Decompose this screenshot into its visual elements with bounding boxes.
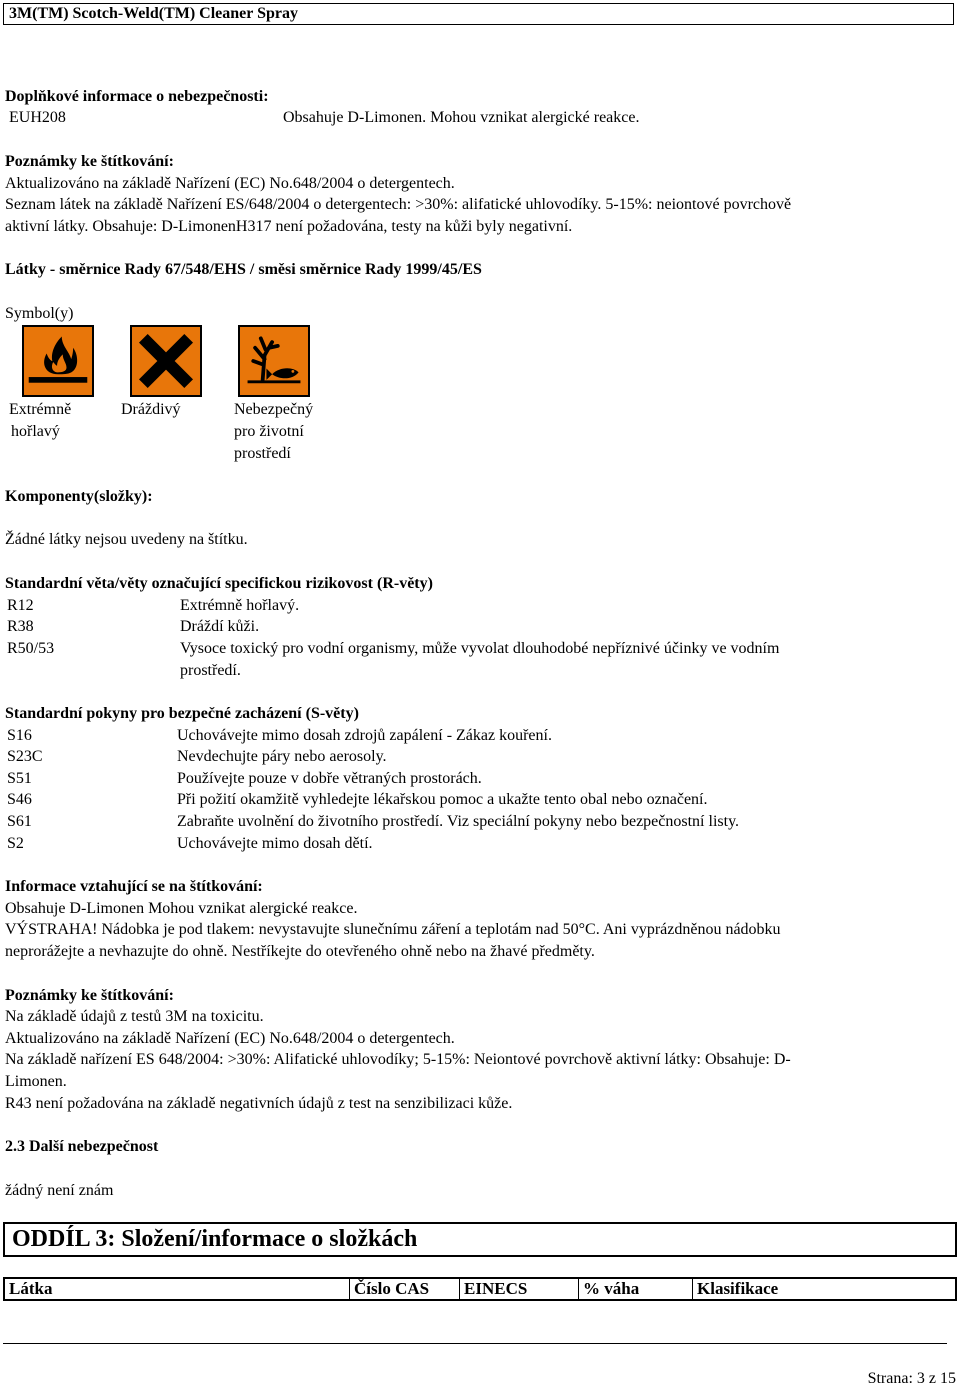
label-info-line: Obsahuje D-Limonen Mohou vznikat alergické reakce. xyxy=(5,900,358,917)
r-phrase-text: Extrémně hořlavý. xyxy=(180,597,300,614)
s-phrase-code: S46 xyxy=(7,791,32,808)
cross-icon xyxy=(130,325,202,397)
r-phrase-code: R12 xyxy=(7,597,34,614)
components-heading: Komponenty(složky): xyxy=(5,488,153,505)
r-phrase-text: Dráždí kůži. xyxy=(180,618,260,635)
s-phrase-code: S2 xyxy=(7,835,24,852)
label-notes-line: Na základě údajů z testů 3M na toxicitu. xyxy=(5,1008,264,1025)
s-phrase-text: Uchovávejte mimo dosah dětí. xyxy=(177,835,373,852)
s-phrase-text: Uchovávejte mimo dosah zdrojů zapálení - Zákaz kouření. xyxy=(177,727,552,744)
column-header-weight: % váha xyxy=(579,1279,693,1299)
symbol-label-environment: Nebezpečný xyxy=(234,401,314,418)
label-notes-line: Limonen. xyxy=(5,1073,67,1090)
symbol-label-flammable: Extrémně xyxy=(9,401,72,418)
directive-heading: Látky - směrnice Rady 67/548/EHS / směsi směrnice Rady 1999/45/ES xyxy=(5,261,482,278)
label-notes-line: Aktualizováno na základě Nařízení (EC) No.648/2004 o detergentech. xyxy=(5,175,455,192)
s-phrase-text: Nevdechujte páry nebo aerosoly. xyxy=(177,748,387,765)
symbol-label-environment: prostředí xyxy=(234,445,291,462)
composition-table-header xyxy=(3,1277,957,1301)
label-info-line: neprorážejte a nevhazujte do ohně. Nestříkejte do otevřeného ohně nebo na žhavé předměty. xyxy=(5,943,595,960)
r-phrase-text: prostředí. xyxy=(180,662,241,679)
symbol-label-flammable: hořlavý xyxy=(11,423,60,440)
s-phrase-text: Při požití okamžitě vyhledejte lékařskou pomoc a ukažte tento obal nebo označení. xyxy=(177,791,708,808)
label-notes-line: R43 není požadována na základě negativních údajů z test na senzibilizaci kůže. xyxy=(5,1095,513,1112)
column-header-einecs: EINECS xyxy=(460,1279,579,1299)
document-header-title: 3M(TM) Scotch-Weld(TM) Cleaner Spray xyxy=(3,3,954,25)
label-notes-line: Seznam látek na základě Nařízení ES/648/2004 o detergentech: >30%: alifatické uhlovodíky. 5-15%: neiontové povrchově xyxy=(5,196,792,213)
column-header-substance: Látka xyxy=(5,1279,350,1299)
s-phrase-code: S16 xyxy=(7,727,32,744)
dead-tree-fish-icon xyxy=(238,325,310,397)
section-3-title: ODDÍL 3: Složení/informace o složkách xyxy=(3,1222,957,1257)
s-phrase-code: S23C xyxy=(7,748,43,765)
s-phrase-text: Zabraňte uvolnění do životního prostředí. Viz speciální pokyny nebo bezpečnostní listy. xyxy=(177,813,740,830)
other-hazard-text: žádný není znám xyxy=(5,1182,114,1199)
r-phrases-heading: Standardní věta/věty označující specifickou rizikovost (R-věty) xyxy=(5,575,433,592)
page-number: Strana: 3 z 15 xyxy=(867,1370,956,1387)
euh-code: EUH208 xyxy=(9,109,66,126)
r-phrase-text: Vysoce toxický pro vodní organismy, může vyvolat dlouhodobé nepříznivé účinky ve vodním xyxy=(180,640,780,657)
r-phrase-code: R50/53 xyxy=(7,640,55,657)
symbol-label-environment: pro životní xyxy=(234,423,304,440)
components-text: Žádné látky nejsou uvedeny na štítku. xyxy=(5,531,248,548)
label-info-heading: Informace vztahující se na štítkování: xyxy=(5,878,263,895)
r-phrase-code: R38 xyxy=(7,618,34,635)
other-hazard-heading: 2.3 Další nebezpečnost xyxy=(5,1138,159,1155)
column-header-classification: Klasifikace xyxy=(697,1279,779,1298)
s-phrase-text: Používejte pouze v dobře větraných prostorách. xyxy=(177,770,482,787)
euh-text: Obsahuje D-Limonen. Mohou vznikat alergické reakce. xyxy=(283,109,640,126)
supplementary-heading: Doplňkové informace o nebezpečnosti: xyxy=(5,88,269,105)
label-notes-heading: Poznámky ke štítkování: xyxy=(5,153,174,170)
footer-divider xyxy=(3,1343,947,1344)
s-phrase-code: S61 xyxy=(7,813,32,830)
symbols-heading: Symbol(y) xyxy=(5,305,74,322)
symbol-label-irritant: Dráždivý xyxy=(121,401,181,418)
label-notes-line: aktivní látky. Obsahuje: D-LimonenH317 není požadována, testy na kůži byly negativní. xyxy=(5,218,573,235)
label-notes-line: Aktualizováno na základě Nařízení (EC) No.648/2004 o detergentech. xyxy=(5,1030,455,1047)
s-phrase-code: S51 xyxy=(7,770,32,787)
label-info-line: VÝSTRAHA! Nádobka je pod tlakem: nevystavujte slunečnímu záření a teplotám nad 50°C. Ani vyprázdněnou nádobku xyxy=(5,921,781,938)
label-notes-line: Na základě nařízení ES 648/2004: >30%: Alifatické uhlovodíky; 5-15%: Neiontové povrchově aktivní látky: Obsahuje: D- xyxy=(5,1051,791,1068)
column-header-cas: Číslo CAS xyxy=(350,1279,460,1299)
label-notes-heading: Poznámky ke štítkování: xyxy=(5,987,174,1004)
flame-icon xyxy=(22,325,94,397)
s-phrases-heading: Standardní pokyny pro bezpečné zacházení (S-věty) xyxy=(5,705,359,722)
